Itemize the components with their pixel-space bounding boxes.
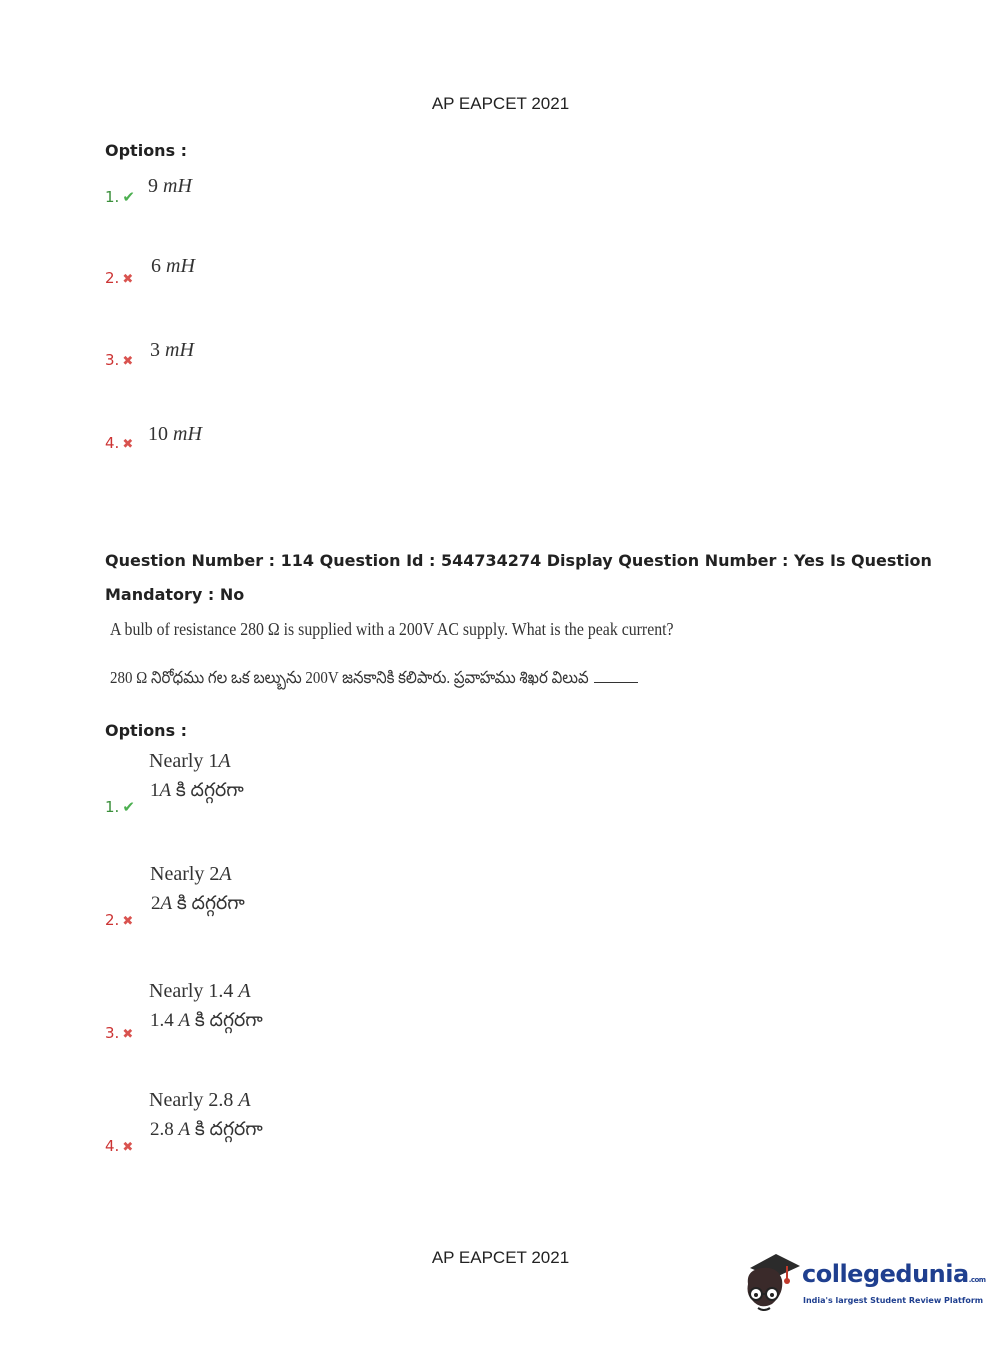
logo-name: collegedunia [802, 1260, 969, 1288]
option-value: 10 [148, 423, 168, 445]
logo-tagline: India's largest Student Review Platform [803, 1296, 984, 1305]
option-unit: A [160, 893, 173, 914]
cross-icon: ✖ [122, 354, 134, 369]
question-meta-line2: Mandatory : No [105, 585, 245, 604]
option-number: 1. [105, 188, 120, 206]
option-number: 4. [105, 434, 120, 452]
page-header-title: AP EAPCET 2021 [431, 94, 570, 113]
option-number: 3. [105, 351, 120, 369]
option-value: 2 [209, 863, 220, 885]
question-text-telugu: 280 Ω నిరోధము గల ఒక బల్బును 200V జనకానికి కలిపారు. ప్రవాహము శిఖర విలువ [110, 668, 638, 692]
question-text-english: A bulb of resistance 280 Ω is supplied with a 200V AC supply. What is the peak current? [110, 619, 674, 639]
cross-icon: ✖ [122, 1140, 134, 1155]
mascot-icon [742, 1250, 802, 1320]
option-unit: mH [166, 255, 195, 277]
option-value: 2 [151, 893, 161, 914]
options-label: Options : [105, 141, 188, 160]
check-icon: ✔ [122, 188, 135, 206]
check-icon: ✔ [122, 798, 135, 816]
cross-icon: ✖ [122, 437, 134, 452]
option-english-word: Nearly [149, 980, 204, 1002]
option-english-word: Nearly [149, 1089, 204, 1111]
option-value: 3 [150, 339, 160, 361]
option-unit: mH [165, 339, 194, 361]
option-value: 1.4 [150, 1010, 174, 1031]
option-unit: mH [173, 423, 202, 445]
option-value: 2.8 [150, 1119, 174, 1140]
option-value: 9 [148, 175, 158, 197]
option-unit: A [178, 1119, 191, 1140]
option-english-word: Nearly [149, 750, 204, 772]
option-telugu-word: కి దగ్గరగా [194, 1119, 263, 1140]
option-unit: A [159, 780, 172, 801]
page-footer-title: AP EAPCET 2021 [431, 1248, 570, 1267]
option-unit: A [178, 1010, 191, 1031]
option-value: 1.4 [208, 980, 234, 1002]
option-value: 1 [208, 750, 219, 772]
options-label: Options : [105, 721, 188, 740]
option-telugu-word: కి దగ్గరగా [194, 1010, 263, 1031]
option-value: 6 [151, 255, 161, 277]
option-number: 2. [105, 911, 120, 929]
option-unit: A [218, 750, 231, 772]
option-unit: A [219, 863, 232, 885]
logo-suffix: .com [968, 1276, 986, 1284]
option-telugu-word: కి దగ్గరగా [176, 893, 245, 914]
cross-icon: ✖ [122, 914, 134, 929]
question-meta-line1: Question Number : 114 Question Id : 544734274 Display Question Number : Yes Is Question [105, 551, 932, 570]
option-value: 1 [150, 780, 160, 801]
option-unit: A [238, 980, 251, 1002]
cross-icon: ✖ [122, 1027, 134, 1042]
option-telugu-word: కి దగ్గరగా [175, 780, 244, 801]
option-english-word: Nearly [150, 863, 205, 885]
option-unit: mH [163, 175, 192, 197]
collegedunia-logo [742, 1250, 986, 1320]
answer-blank [594, 670, 638, 683]
option-value: 2.8 [208, 1089, 234, 1111]
option-unit: A [238, 1089, 251, 1111]
option-number: 2. [105, 269, 120, 287]
cross-icon: ✖ [122, 272, 134, 287]
option-number: 1. [105, 798, 120, 816]
option-number: 3. [105, 1024, 120, 1042]
option-number: 4. [105, 1137, 120, 1155]
